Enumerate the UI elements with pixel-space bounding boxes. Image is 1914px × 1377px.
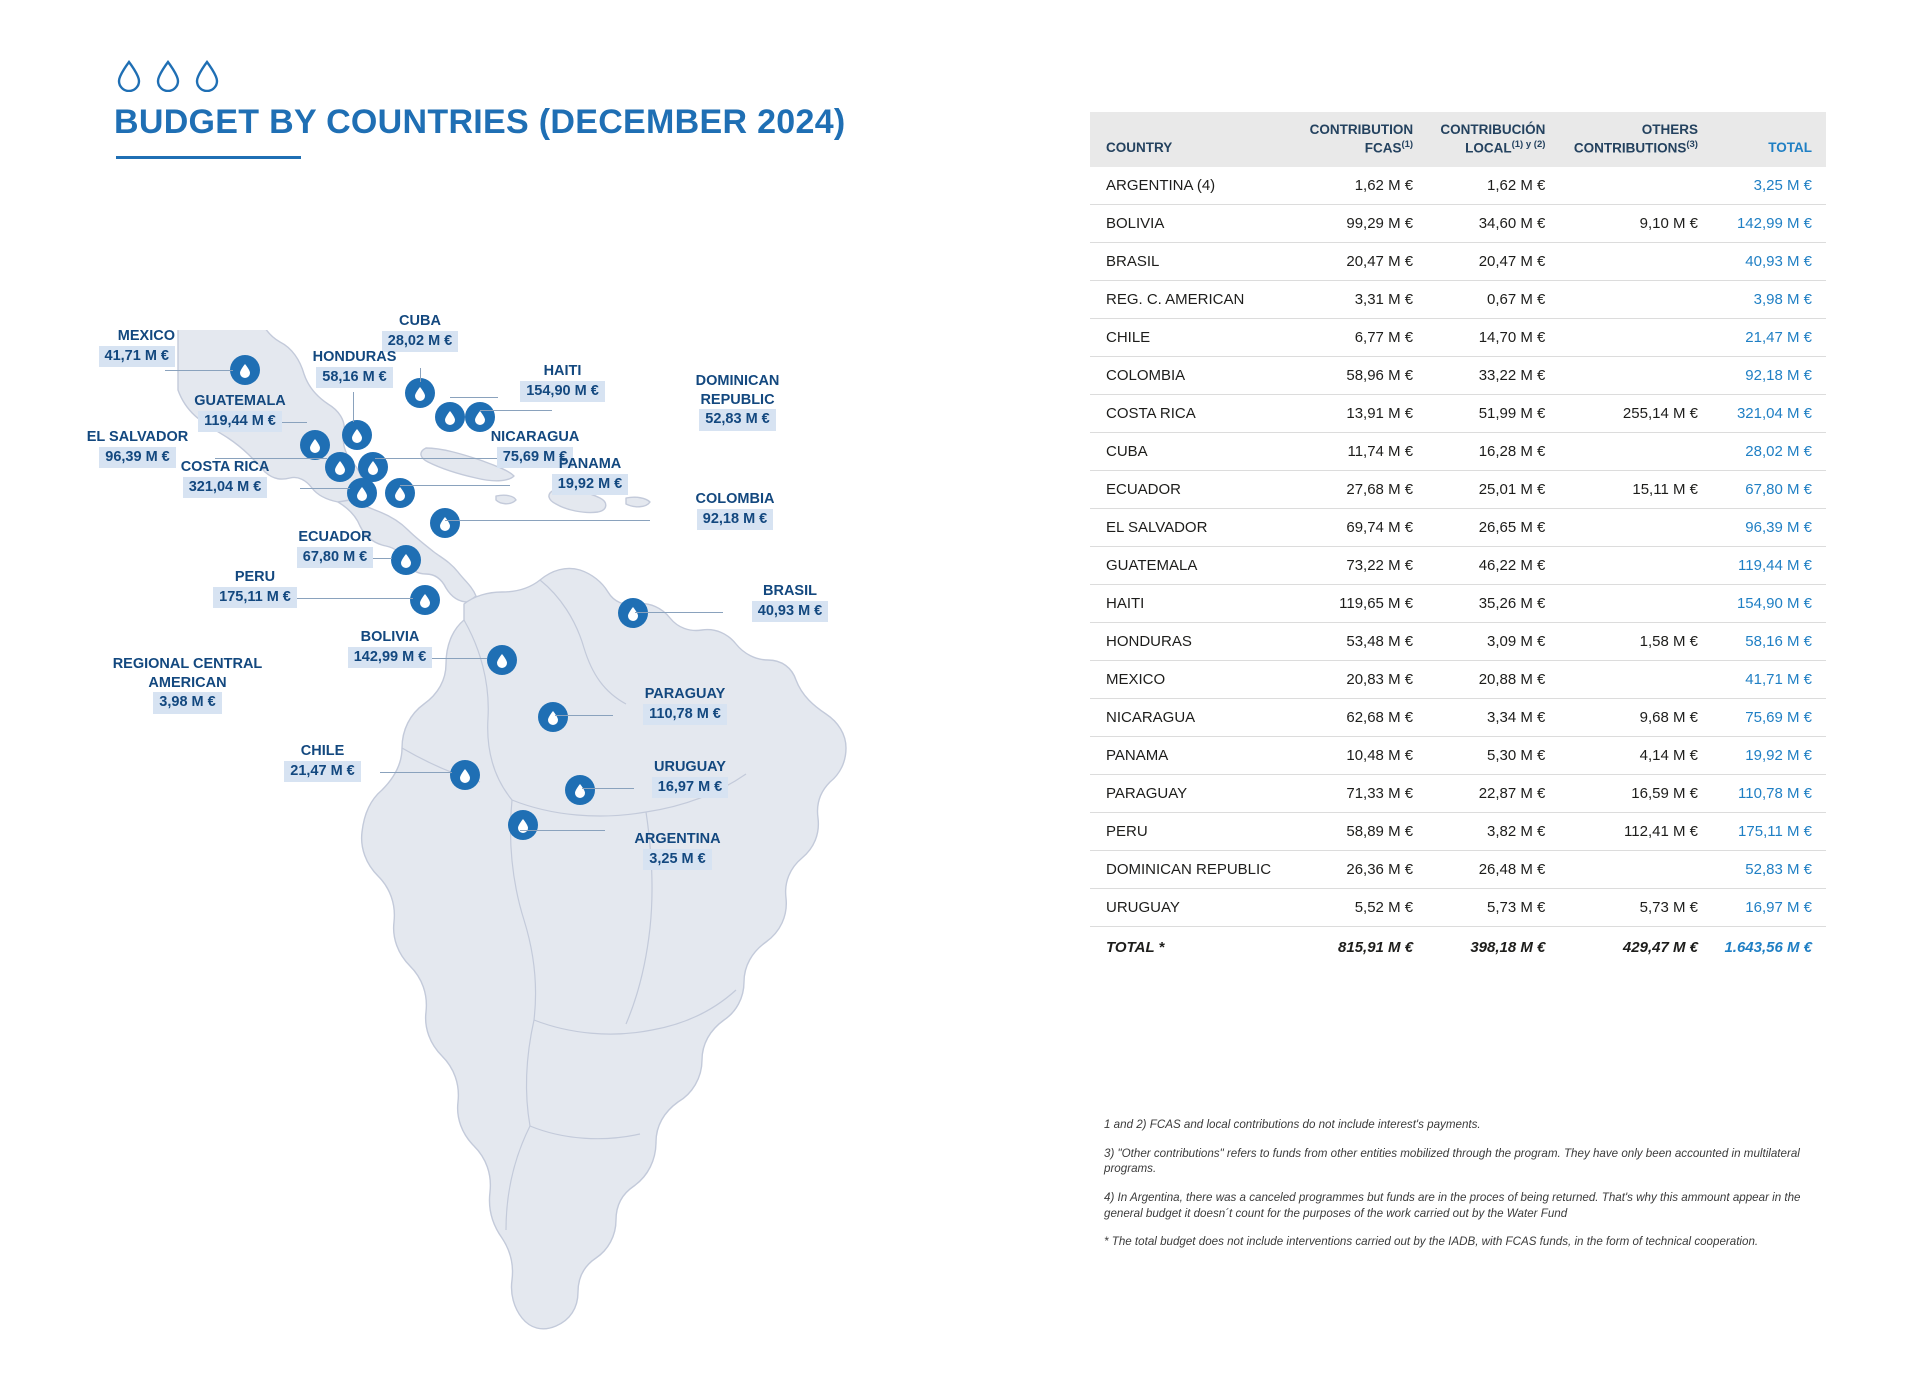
map-label-ecuador-name: ECUADOR (298, 529, 372, 545)
leader-line (353, 392, 354, 422)
cell-local: 5,73 M € (1425, 889, 1557, 927)
cell-fcas: 27,68 M € (1294, 471, 1425, 509)
map-label-cuba (360, 312, 480, 352)
map-label-ecuador-value: 67,80 M € (297, 547, 374, 569)
cell-country: MEXICO (1090, 661, 1294, 699)
cell-total: 175,11 M € (1710, 813, 1826, 851)
cell-total: 40,93 M € (1710, 243, 1826, 281)
map-label-uruguay-name: URUGUAY (654, 759, 726, 775)
column-header-others-line1: OTHERS (1641, 122, 1698, 137)
cell-country: BOLIVIA (1090, 205, 1294, 243)
map-label-chile (255, 742, 390, 782)
leader-line (635, 612, 723, 613)
table-row (1090, 737, 1826, 775)
leader-line (380, 772, 452, 773)
cell-local: 0,67 M € (1425, 281, 1557, 319)
cell-local: 3,34 M € (1425, 699, 1557, 737)
cell-others (1557, 585, 1710, 623)
map-pin-panama[interactable] (385, 478, 415, 508)
map-label-cuba-name: CUBA (399, 313, 441, 329)
cell-others: 255,14 M € (1557, 395, 1710, 433)
water-drop-icon (116, 60, 142, 97)
cell-country: CHILE (1090, 319, 1294, 357)
cell-others (1557, 661, 1710, 699)
column-header-others-line2: CONTRIBUTIONS (1573, 140, 1687, 156)
table-row (1090, 775, 1826, 813)
map-pin-colombia[interactable] (430, 508, 460, 538)
cell-country: ARGENTINA (4) (1090, 167, 1294, 205)
cell-total: 142,99 M € (1710, 205, 1826, 243)
map-label-nicaragua-name: NICARAGUA (490, 429, 580, 445)
cell-country: HONDURAS (1090, 623, 1294, 661)
map-pin-chile[interactable] (450, 760, 480, 790)
map-pin-bolivia[interactable] (487, 645, 517, 675)
column-header-total: TOTAL (1710, 112, 1826, 167)
map-label-ecuador (260, 528, 410, 568)
cell-country: URUGUAY (1090, 889, 1294, 927)
table-row (1090, 433, 1826, 471)
cell-fcas: 1,62 M € (1294, 167, 1425, 205)
cell-total-local: 398,18 M € (1425, 927, 1557, 967)
table-row (1090, 547, 1826, 585)
map-pin-mexico[interactable] (230, 355, 260, 385)
cell-local: 33,22 M € (1425, 357, 1557, 395)
cell-local: 20,47 M € (1425, 243, 1557, 281)
cell-local: 14,70 M € (1425, 319, 1557, 357)
map-label-paraguay-value: 110,78 M € (643, 704, 727, 726)
cell-total: 119,44 M € (1710, 547, 1826, 585)
table-row (1090, 357, 1826, 395)
map-label-bolivia-value: 142,99 M € (348, 647, 433, 669)
cell-fcas: 13,91 M € (1294, 395, 1425, 433)
map-pin-costa-rica[interactable] (347, 478, 377, 508)
table-total-row (1090, 927, 1826, 967)
map-label-brasil-value: 40,93 M € (752, 601, 829, 623)
cell-others: 16,59 M € (1557, 775, 1710, 813)
cell-country: CUBA (1090, 433, 1294, 471)
cell-country: REG. C. AMERICAN (1090, 281, 1294, 319)
cell-local: 25,01 M € (1425, 471, 1557, 509)
map-label-chile-name: CHILE (300, 743, 345, 759)
cell-fcas: 10,48 M € (1294, 737, 1425, 775)
cell-total: 3,25 M € (1710, 167, 1826, 205)
map-label-nicaragua-value: 75,69 M € (497, 447, 574, 469)
table-row (1090, 509, 1826, 547)
cell-country: HAITI (1090, 585, 1294, 623)
cell-others (1557, 319, 1710, 357)
map-label-dominican-republic-name-1: DOMINICAN (695, 373, 780, 389)
column-header-local-sup: (1) y (2) (1511, 138, 1546, 150)
table-row (1090, 661, 1826, 699)
map-label-honduras-value: 58,16 M € (316, 367, 393, 389)
cell-fcas: 73,22 M € (1294, 547, 1425, 585)
cell-country: PARAGUAY (1090, 775, 1294, 813)
table-row (1090, 889, 1826, 927)
map-pin-argentina[interactable] (508, 810, 538, 840)
cell-others (1557, 167, 1710, 205)
cell-total: 3,98 M € (1710, 281, 1826, 319)
cell-others: 4,14 M € (1557, 737, 1710, 775)
map-label-regional-name-1: REGIONAL CENTRAL (112, 656, 263, 672)
cell-local: 34,60 M € (1425, 205, 1557, 243)
budget-table (1090, 112, 1826, 966)
footnote-1: 1 and 2) FCAS and local contributions do not include interest's payments. (1104, 1118, 1481, 1131)
map-pin-el-salvador[interactable] (325, 452, 355, 482)
map-label-dominican-republic-name-2: REPUBLIC (700, 391, 775, 408)
map-label-paraguay-name: PARAGUAY (644, 686, 726, 702)
table-header-row (1090, 112, 1826, 167)
table-row (1090, 319, 1826, 357)
cell-others (1557, 281, 1710, 319)
page-header (108, 60, 908, 159)
table-header (1090, 112, 1826, 167)
map-pin-brasil[interactable] (618, 598, 648, 628)
map-label-honduras-name: HONDURAS (312, 349, 397, 365)
table-row (1090, 167, 1826, 205)
map-label-peru (180, 568, 330, 608)
table-row (1090, 699, 1826, 737)
map-pin-honduras[interactable] (342, 420, 372, 450)
map-label-colombia-name: COLOMBIA (695, 491, 775, 507)
water-drop-icon (194, 60, 220, 97)
table-row (1090, 471, 1826, 509)
map-label-peru-name: PERU (234, 569, 276, 585)
map-label-chile-value: 21,47 M € (284, 761, 361, 783)
cell-total-others: 429,47 M € (1557, 927, 1710, 967)
map-label-argentina-name: ARGENTINA (634, 831, 721, 847)
cell-others: 15,11 M € (1557, 471, 1710, 509)
map-label-el-salvador-name: EL SALVADOR (86, 429, 189, 445)
column-header-fcas-line2: FCAS (1364, 140, 1402, 156)
cell-country: PANAMA (1090, 737, 1294, 775)
map-label-mexico (25, 327, 175, 367)
cell-others (1557, 547, 1710, 585)
cell-total: 92,18 M € (1710, 357, 1826, 395)
cell-local: 35,26 M € (1425, 585, 1557, 623)
table-row (1090, 813, 1826, 851)
cell-fcas: 62,68 M € (1294, 699, 1425, 737)
cell-country: COSTA RICA (1090, 395, 1294, 433)
cell-country: EL SALVADOR (1090, 509, 1294, 547)
cell-fcas: 71,33 M € (1294, 775, 1425, 813)
map-label-panama-name: PANAMA (558, 456, 622, 472)
map-label-regional-value: 3,98 M € (153, 692, 221, 714)
map-label-panama (510, 455, 670, 495)
map-label-guatemala-name: GUATEMALA (194, 393, 286, 409)
cell-total: 28,02 M € (1710, 433, 1826, 471)
map-label-cuba-value: 28,02 M € (382, 331, 459, 353)
cell-local: 51,99 M € (1425, 395, 1557, 433)
leader-line (300, 488, 350, 489)
footnote-4: 4) In Argentina, there was a canceled programmes but funds are in the proces of being returned. That's why this ammount appear in the general budget it doesn´t count for the purposes of the work carried out by the Water Fund (1104, 1190, 1801, 1220)
map-label-paraguay (605, 685, 765, 725)
cell-fcas: 99,29 M € (1294, 205, 1425, 243)
cell-others (1557, 357, 1710, 395)
column-header-others-sup: (3) (1686, 138, 1698, 150)
title-underline (116, 156, 301, 159)
cell-others (1557, 509, 1710, 547)
footnotes (1104, 1117, 1824, 1263)
map-label-costa-rica-name: COSTA RICA (180, 459, 270, 475)
budget-table-container (1090, 112, 1850, 966)
cell-country: ECUADOR (1090, 471, 1294, 509)
map-label-argentina-value: 3,25 M € (643, 849, 711, 871)
cell-others: 9,10 M € (1557, 205, 1710, 243)
cell-fcas: 3,31 M € (1294, 281, 1425, 319)
cell-country: COLOMBIA (1090, 357, 1294, 395)
cell-local: 1,62 M € (1425, 167, 1557, 205)
cell-fcas: 20,83 M € (1294, 661, 1425, 699)
cell-fcas: 53,48 M € (1294, 623, 1425, 661)
cell-total: 110,78 M € (1710, 775, 1826, 813)
table-row (1090, 851, 1826, 889)
column-header-others (1557, 112, 1710, 167)
cell-local: 5,30 M € (1425, 737, 1557, 775)
cell-total: 52,83 M € (1710, 851, 1826, 889)
cell-country: PERU (1090, 813, 1294, 851)
cell-fcas: 5,52 M € (1294, 889, 1425, 927)
cell-total: 21,47 M € (1710, 319, 1826, 357)
cell-total: 16,97 M € (1710, 889, 1826, 927)
map-label-panama-value: 19,92 M € (552, 474, 629, 496)
map-pin-uruguay[interactable] (565, 775, 595, 805)
cell-local: 46,22 M € (1425, 547, 1557, 585)
map-pin-paraguay[interactable] (538, 702, 568, 732)
map-label-colombia-value: 92,18 M € (697, 509, 774, 531)
cell-country: NICARAGUA (1090, 699, 1294, 737)
map-label-dominican-republic (650, 372, 825, 431)
cell-fcas: 69,74 M € (1294, 509, 1425, 547)
cell-fcas: 58,96 M € (1294, 357, 1425, 395)
table-body (1090, 167, 1826, 966)
latin-america-map (60, 313, 1080, 1340)
cell-fcas: 119,65 M € (1294, 585, 1425, 623)
leader-line (520, 830, 605, 831)
column-header-local-line2: LOCAL (1465, 140, 1512, 156)
page-title: BUDGET BY COUNTRIES (DECEMBER 2024) (114, 103, 846, 141)
cell-local: 22,87 M € (1425, 775, 1557, 813)
cell-local: 16,28 M € (1425, 433, 1557, 471)
cell-fcas: 20,47 M € (1294, 243, 1425, 281)
cell-total: 321,04 M € (1710, 395, 1826, 433)
map-label-regional-name-2: AMERICAN (148, 674, 227, 691)
leader-line (445, 520, 650, 521)
map-label-mexico-value: 41,71 M € (99, 346, 176, 368)
map-pin-guatemala[interactable] (300, 430, 330, 460)
cell-total: 154,90 M € (1710, 585, 1826, 623)
cell-total: 58,16 M € (1710, 623, 1826, 661)
cell-local: 3,09 M € (1425, 623, 1557, 661)
map-label-uruguay-value: 16,97 M € (652, 777, 729, 799)
map-label-honduras (282, 348, 427, 388)
cell-country: GUATEMALA (1090, 547, 1294, 585)
cell-fcas: 6,77 M € (1294, 319, 1425, 357)
map-label-brasil-name: BRASIL (763, 583, 817, 599)
map-label-brasil (715, 582, 865, 622)
cell-others (1557, 433, 1710, 471)
water-drop-icon (155, 60, 181, 97)
cell-total: 41,71 M € (1710, 661, 1826, 699)
footnote-star: * The total budget does not include interventions carried out by the IADB, with FCAS funds, in the form of technical cooperation. (1104, 1235, 1759, 1249)
cell-fcas: 11,74 M € (1294, 433, 1425, 471)
map-label-uruguay (620, 758, 760, 798)
map-label-guatemala (165, 392, 315, 432)
cell-total: 96,39 M € (1710, 509, 1826, 547)
map-label-costa-rica (145, 458, 305, 498)
map-label-dominican-republic-value: 52,83 M € (699, 409, 776, 431)
column-header-local (1425, 112, 1557, 167)
table-row (1090, 585, 1826, 623)
map-label-haiti-name: HAITI (543, 363, 582, 379)
cell-others: 5,73 M € (1557, 889, 1710, 927)
table-row (1090, 623, 1826, 661)
map-label-peru-value: 175,11 M € (213, 587, 297, 609)
map-label-haiti-value: 154,90 M € (520, 381, 605, 403)
map-label-el-salvador-value: 96,39 M € (99, 447, 176, 469)
cell-country: BRASIL (1090, 243, 1294, 281)
map-label-bolivia-name: BOLIVIA (360, 629, 420, 645)
map-label-mexico-name: MEXICO (117, 328, 175, 344)
cell-others: 9,68 M € (1557, 699, 1710, 737)
cell-others (1557, 243, 1710, 281)
table-row (1090, 243, 1826, 281)
column-header-local-line1: CONTRIBUCIÓN (1440, 122, 1546, 137)
cell-local: 26,48 M € (1425, 851, 1557, 889)
table-row (1090, 281, 1826, 319)
column-header-country: COUNTRY (1090, 112, 1294, 167)
cell-others: 1,58 M € (1557, 623, 1710, 661)
water-drops-group (116, 60, 908, 97)
leader-line (400, 485, 510, 486)
cell-others: 112,41 M € (1557, 813, 1710, 851)
column-header-fcas-sup: (1) (1401, 138, 1414, 150)
map-label-guatemala-value: 119,44 M € (198, 411, 282, 433)
footnote-3: 3) "Other contributions" refers to funds from other entities mobilized through the program. They have only been accounted in multilateral programs. (1104, 1146, 1800, 1176)
cell-local: 20,88 M € (1425, 661, 1557, 699)
table-row (1090, 395, 1826, 433)
map-label-costa-rica-value: 321,04 M € (183, 477, 268, 499)
cell-total-grand: 1.643,56 M € (1710, 927, 1826, 967)
map-label-haiti (490, 362, 635, 402)
cell-total: 75,69 M € (1710, 699, 1826, 737)
column-header-fcas (1294, 112, 1425, 167)
cell-total-label: TOTAL * (1090, 927, 1294, 967)
map-label-bolivia (315, 628, 465, 668)
cell-fcas: 26,36 M € (1294, 851, 1425, 889)
cell-total: 67,80 M € (1710, 471, 1826, 509)
cell-local: 26,65 M € (1425, 509, 1557, 547)
map-label-colombia (655, 490, 815, 530)
map-label-regional-central-american (90, 655, 285, 714)
cell-total: 19,92 M € (1710, 737, 1826, 775)
leader-line (480, 410, 552, 411)
column-header-fcas-line1: CONTRIBUTION (1309, 122, 1414, 137)
cell-total-fcas: 815,91 M € (1294, 927, 1425, 967)
cell-others (1557, 851, 1710, 889)
cell-fcas: 58,89 M € (1294, 813, 1425, 851)
cell-country: DOMINICAN REPUBLIC (1090, 851, 1294, 889)
leader-line (165, 370, 233, 371)
table-row (1090, 205, 1826, 243)
map-label-argentina (600, 830, 755, 870)
cell-local: 3,82 M € (1425, 813, 1557, 851)
map-pin-peru[interactable] (410, 585, 440, 615)
